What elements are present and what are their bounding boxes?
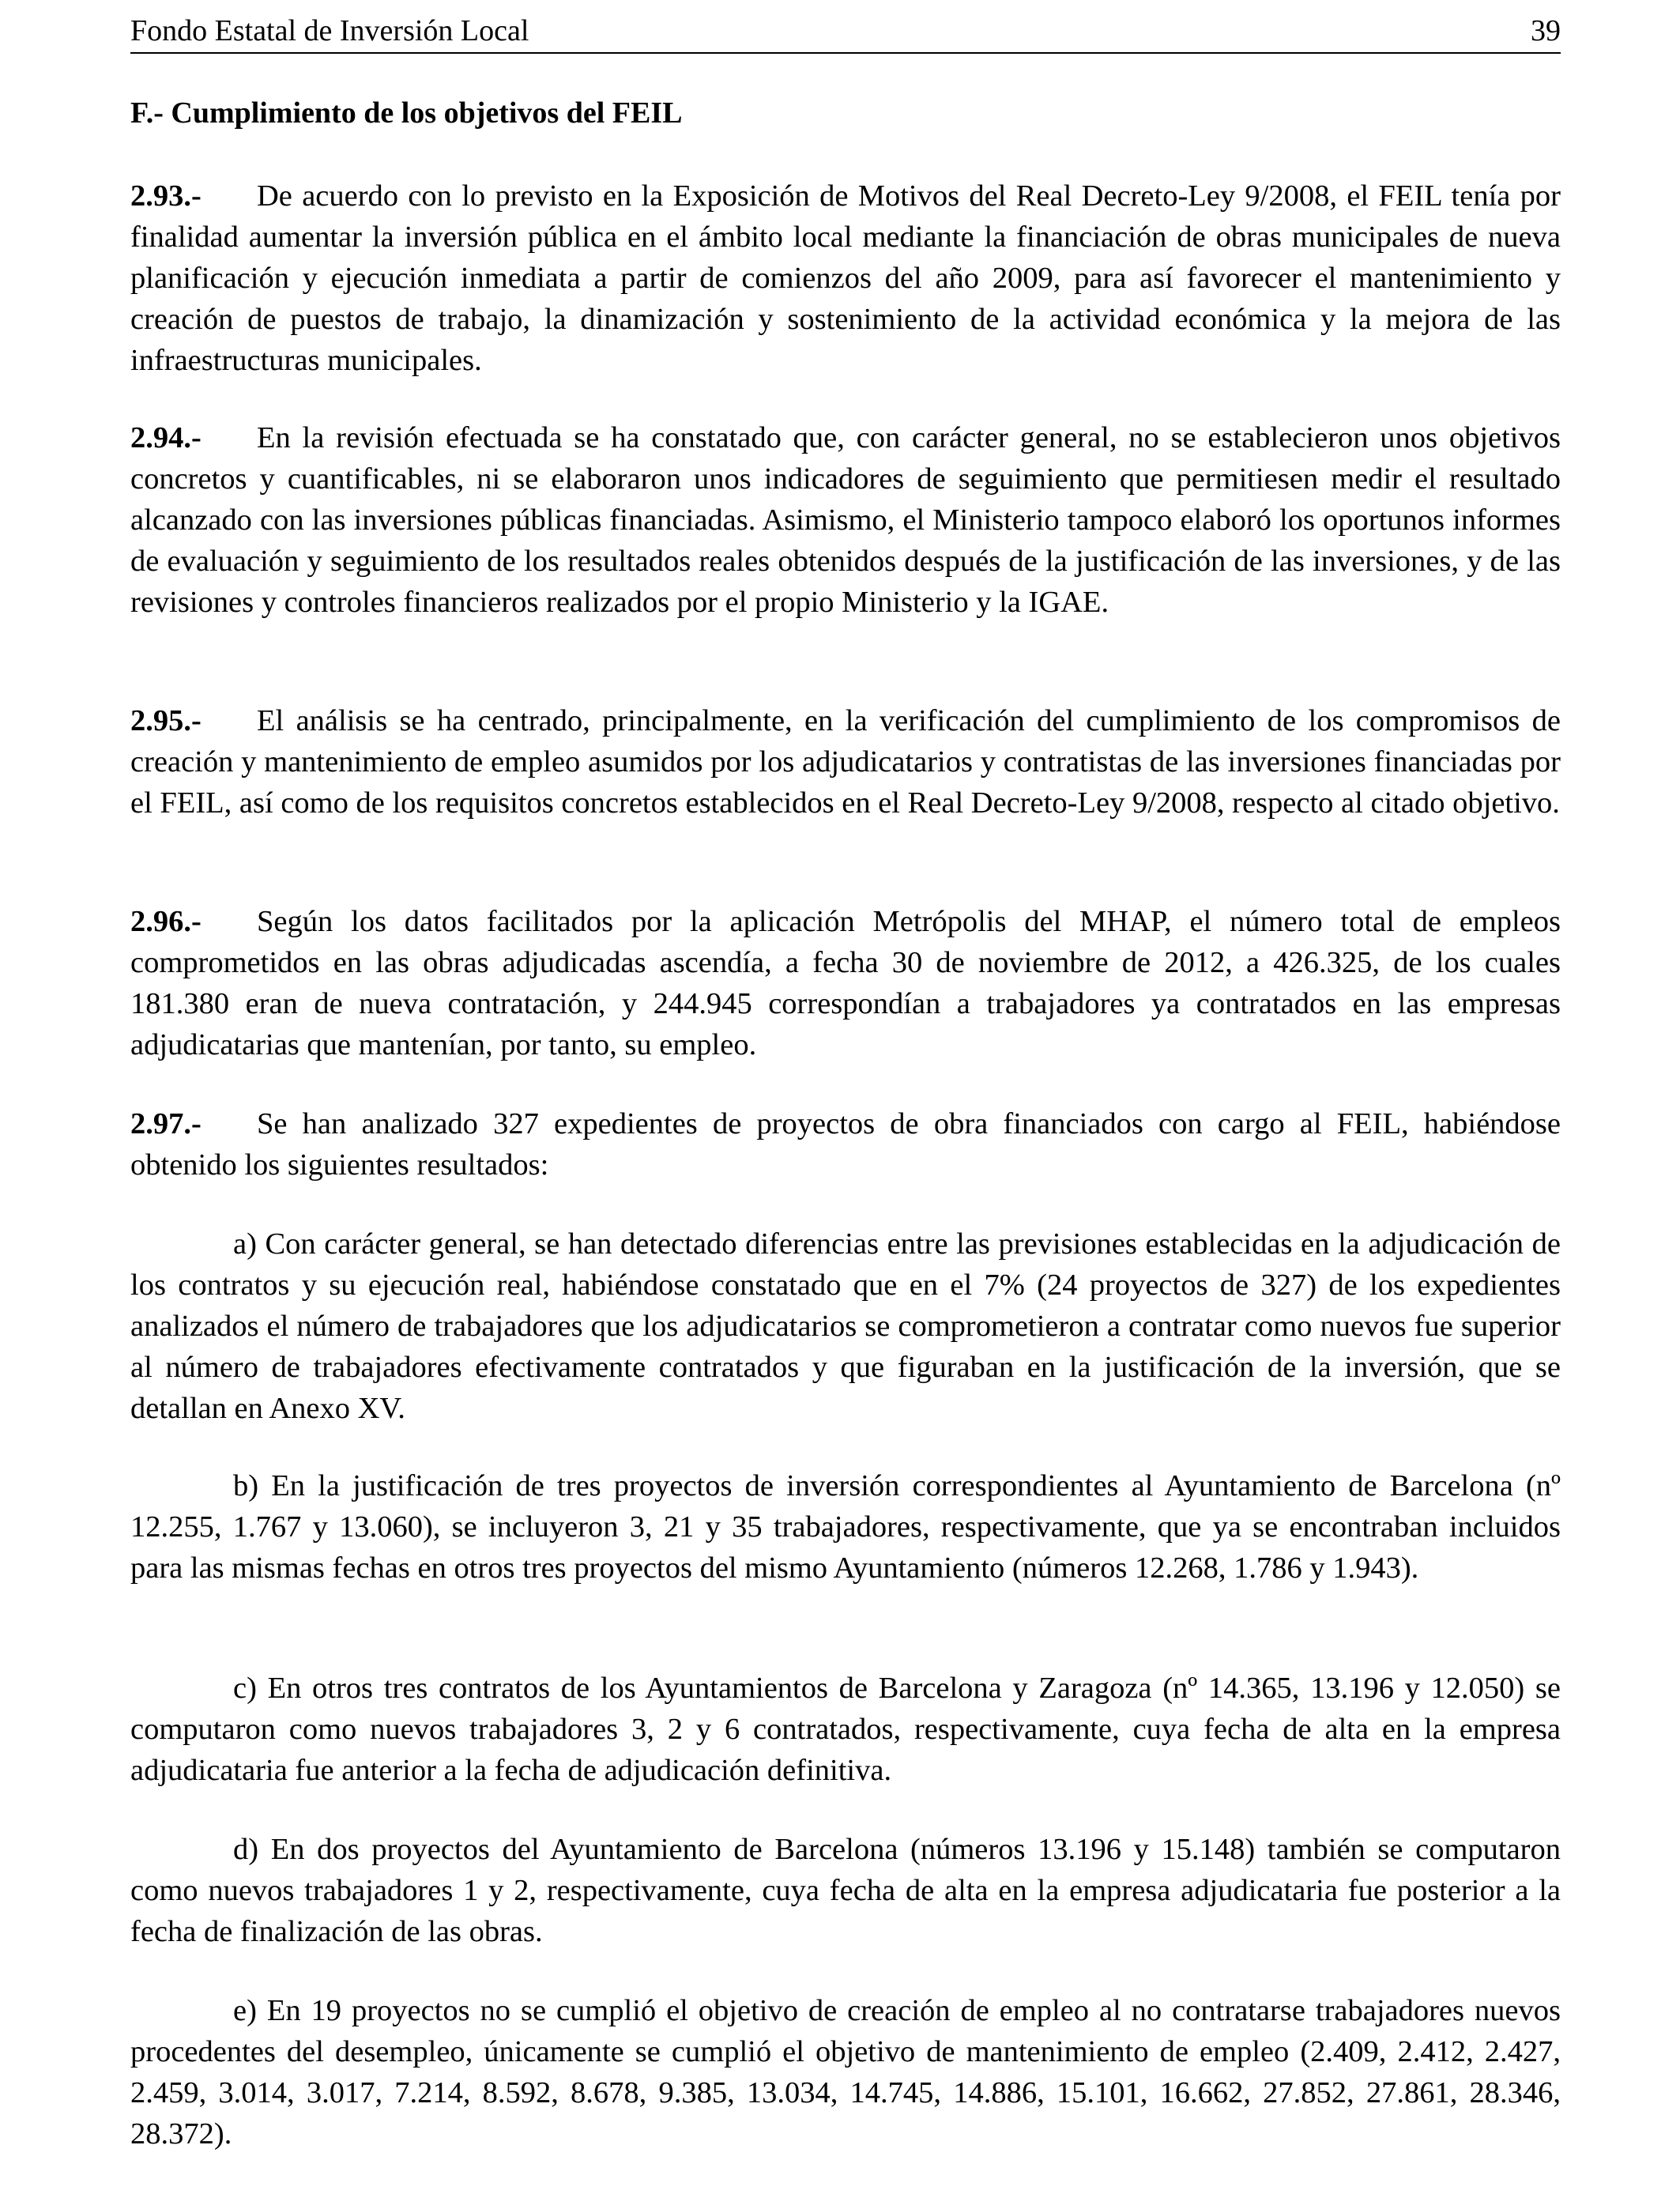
list-item-c: c) En otros tres contratos de los Ayuntamientos de Barcelona y Zaragoza (nº 14.365, 13.196 y 12.050) se computaron como nuevos trabajadores 3, 2 y 6 contratados, respectivamente, cuya fecha de alta en la empresa adjudicataria fue anterior a la fecha de adjudicación definitiva.: [130, 1672, 1561, 1787]
paragraph-text: El análisis se ha centrado, principalmente, en la verificación del cumplimiento de los compromisos de creación y mantenimiento de empleo asumidos por los adjudicatarios y contratistas de las inversiones financiadas por el FEIL, así como de los requisitos concretos establecidos en el Real Decreto-Ley 9/2008, respecto al citado objetivo.: [130, 704, 1561, 820]
paragraph-number: 2.96.-: [130, 905, 202, 938]
list-item-b: b) En la justificación de tres proyectos de inversión correspondientes al Ayuntamiento de Barcelona (nº 12.255, 1.767 y 13.060), se incluyeron 3, 21 y 35 trabajadores, respectivamente, que ya se encontraban incluidos para las mismas fechas en otros tres proyectos del mismo Ayuntamiento (números 12.268, 1.786 y 1.943).: [130, 1469, 1561, 1585]
paragraph-number: 2.94.-: [130, 421, 202, 454]
paragraph-text: Según los datos facilitados por la aplicación Metrópolis del MHAP, el número total de empleos comprometidos en las obras adjudicadas ascendía, a fecha 30 de noviembre de 2012, a 426.325, de los cuales 181.380 eran de nueva contratación, y 244.945 correspondían a trabajadores ya contratados en las empresas adjudicatarias que mantenían, por tanto, su empleo.: [130, 905, 1561, 1061]
section-title: F.- Cumplimiento de los objetivos del FEIL: [130, 96, 683, 130]
paragraph-2-93: [130, 175, 1561, 381]
paragraph-2-97: [130, 1103, 1561, 1186]
paragraph-2-95: [130, 700, 1561, 824]
page-header: [130, 9, 1561, 54]
list-item-d: d) En dos proyectos del Ayuntamiento de Barcelona (números 13.196 y 15.148) también se computaron como nuevos trabajadores 1 y 2, respectivamente, cuya fecha de alta en la empresa adjudicataria fue posterior a la fecha de finalización de las obras.: [130, 1833, 1561, 1948]
paragraph-text: De acuerdo con lo previsto en la Exposición de Motivos del Real Decreto-Ley 9/2008, el FEIL tenía por finalidad aumentar la inversión pública en el ámbito local mediante la financiación de obras municipales de nueva planificación y ejecución inmediata a partir de comienzos del año 2009, para así favorecer el mantenimiento y creación de puestos de trabajo, la dinamización y sostenimiento de la actividad económica y la mejora de las infraestructuras municipales.: [130, 179, 1561, 377]
list-item-a: a) Con carácter general, se han detectado diferencias entre las previsiones establecidas en la adjudicación de los contratos y su ejecución real, habiéndose constatado que en el 7% (24 proyectos de 327) de los expedientes analizados el número de trabajadores que los adjudicatarios se comprometieron a contratar como nuevos fue superior al número de trabajadores efectivamente contratados y que figuraban en la justificación de la inversión, que se detallan en Anexo XV.: [130, 1227, 1561, 1425]
paragraph-number: 2.93.-: [130, 179, 202, 213]
paragraph-number: 2.97.-: [130, 1107, 202, 1140]
paragraph-2-94: [130, 417, 1561, 623]
paragraph-2-96: [130, 901, 1561, 1065]
page-number: 39: [1531, 14, 1561, 47]
list-item-e: e) En 19 proyectos no se cumplió el objetivo de creación de empleo al no contratarse trabajadores nuevos procedentes del desempleo, únicamente se cumplió el objetivo de mantenimiento de empleo (2.409, 2.412, 2.427, 2.459, 3.014, 3.017, 7.214, 8.592, 8.678, 9.385, 13.034, 14.745, 14.886, 15.101, 16.662, 27.852, 27.861, 28.346, 28.372).: [130, 1994, 1561, 2151]
paragraph-text: Se han analizado 327 expedientes de proyectos de obra financiados con cargo al FEIL, habiéndose obtenido los siguientes resultados:: [130, 1107, 1561, 1182]
header-title: Fondo Estatal de Inversión Local: [130, 14, 529, 47]
paragraph-number: 2.95.-: [130, 704, 202, 737]
paragraph-text: En la revisión efectuada se ha constatado que, con carácter general, no se establecieron unos objetivos concretos y cuantificables, ni se elaboraron unos indicadores de seguimiento que permitiesen medir el resultado alcanzado con las inversiones públicas financiadas. Asimismo, el Ministerio tampoco elaboró los oportunos informes de evaluación y seguimiento de los resultados reales obtenidos después de la justificación de las inversiones, y de las revisiones y controles financieros realizados por el propio Ministerio y la IGAE.: [130, 421, 1561, 619]
